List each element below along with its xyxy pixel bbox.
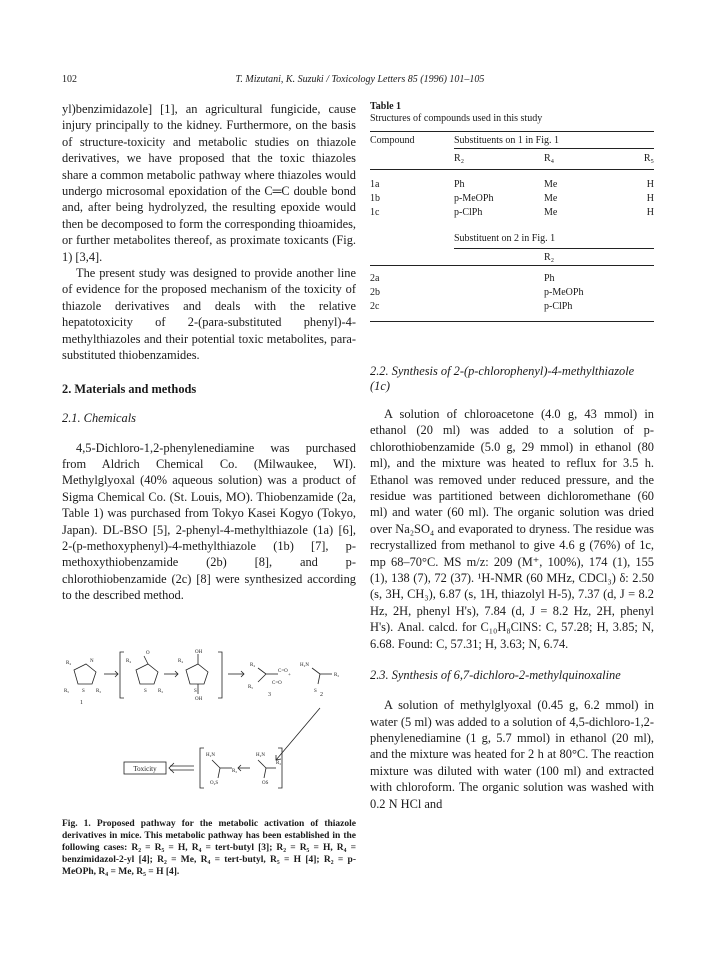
- svg-text:O₂S: O₂S: [210, 781, 219, 786]
- cell-compound: 1a: [370, 179, 380, 190]
- table-compounds: [370, 131, 654, 322]
- cell-r2: p-ClPh: [454, 207, 483, 218]
- svg-text:S: S: [82, 689, 85, 694]
- cell-r5: H: [646, 193, 654, 204]
- table-caption: Structures of compounds used in this study: [370, 113, 543, 124]
- col-header-compound: Compound: [370, 135, 415, 146]
- paragraph-chemicals: 4,5-Dichloro-1,2-phenylenediamine was purchased from Aldrich Chemical Co. (Milwaukee, WI). Methylglyoxal (40% aqueous solution) was a product of Sigma Chemical Co. (St. Louis, MO). Thiobenzamide (2a, Table 1) was purchased from Tokyo Kasei Kogyo (Tokyo, Japan). DL-BSO [5], 2-phenyl-4-methylthiazole (1a) [6], 2-(p-methoxyphenyl)-4-methylthiazole (1b) [7], p-methoxythiobenzamide (2b) [8], and p-chlorothiobenzamide (2c) [8] were synthesized according to the described method.: [62, 440, 356, 603]
- svg-text:R₄: R₄: [250, 663, 256, 668]
- svg-text:S: S: [194, 689, 197, 694]
- subsection-heading-quinoxaline: 2.3. Synthesis of 6,7-dichloro-2-methylquinoxaline: [370, 668, 621, 683]
- col-header-r4: R₄: [544, 153, 555, 164]
- svg-text:R₄: R₄: [66, 661, 72, 666]
- paragraph-quinoxaline: A solution of methylglyoxal (0.45 g, 6.2 mmol) in water (5 ml) was added to a solution of 4,5-dichloro-1,2-phenylenediamine (1 g, 5.7 mmol) in ethanol (20 ml), and the mixture was heated for 2 h at 80°C. The reaction mixture was diluted with water (100 ml) and extracted with chloroform. The organic solution was washed with 0.2 N HCl and: [370, 698, 654, 811]
- table-row: [370, 178, 654, 192]
- svg-text:H₂N: H₂N: [256, 753, 265, 758]
- cell-compound: 1c: [370, 207, 380, 218]
- svg-text:C=O: C=O: [278, 669, 288, 674]
- page-number: 102: [62, 74, 77, 85]
- table-row: [370, 300, 654, 322]
- cell-compound: 1b: [370, 193, 380, 204]
- thiazole-ring: [74, 664, 96, 684]
- left-column: [62, 101, 356, 604]
- svg-text:C=O: C=O: [272, 681, 282, 686]
- subsection-heading-chemicals: 2.1. Chemicals: [62, 410, 136, 425]
- right-column: [370, 101, 654, 812]
- col-header-substituent-2: Substituent on 2 in Fig. 1: [454, 232, 654, 249]
- svg-text:OS: OS: [262, 781, 269, 786]
- svg-text:H₂N: H₂N: [300, 663, 309, 668]
- cell-compound: 2b: [370, 287, 380, 298]
- section-heading-materials-methods: 2. Materials and methods: [62, 381, 197, 396]
- cell-r5: H: [646, 179, 654, 190]
- svg-text:R₂: R₂: [96, 689, 102, 694]
- svg-text:S: S: [314, 689, 317, 694]
- cell-r2: Ph: [454, 179, 465, 190]
- table-row: [370, 272, 654, 286]
- toxicity-label: Toxicity: [133, 765, 157, 773]
- cell-compound: 2a: [370, 273, 380, 284]
- svg-text:R₂: R₂: [158, 689, 164, 694]
- col-header-r2-second: R₂: [544, 252, 555, 263]
- cell-r2: Ph: [544, 273, 555, 284]
- col-header-r2: R₂: [454, 153, 465, 164]
- svg-text:OH: OH: [195, 650, 203, 655]
- cell-r4: Me: [544, 193, 558, 204]
- svg-text:R₂: R₂: [334, 673, 340, 678]
- table-row: [370, 286, 654, 300]
- figure-1-caption: Fig. 1. Proposed pathway for the metabolic activation of thiazole derivatives in mice. This metabolic pathway has been established in the following cases: R₂ = R₅ = H, R₄ = tert-butyl [3]; R₂ = R₅ = H, R₄ = benzimidazol-2-yl [4]; R₂ = Me, R₄ = tert-butyl, R₅ = H [4]; R₂ = p-MeOPh, R₄ = Me, R₅ = H [4].: [62, 819, 356, 877]
- svg-text:+: +: [288, 673, 291, 678]
- pathway-diagram: [62, 648, 356, 808]
- cell-r2: p-MeOPh: [544, 287, 584, 298]
- running-title: T. Mizutani, K. Suzuki / Toxicology Letters 85 (1996) 101–105: [235, 74, 485, 85]
- svg-text:H₂N: H₂N: [206, 753, 215, 758]
- subsection-heading-synthesis-1c: 2.2. Synthesis of 2-(p-chlorophenyl)-4-methylthiazole (1c): [370, 364, 635, 393]
- table-row: [370, 192, 654, 206]
- label-compound-1: 1: [80, 700, 83, 706]
- svg-text:S: S: [144, 689, 147, 694]
- figure-1-pathway: [62, 648, 356, 808]
- svg-text:R₂: R₂: [276, 761, 282, 766]
- paragraph-intro-continued: yl)benzimidazole] [1], an agricultural fungicide, cause injury principally to the kidney. Furthermore, on the basis of structure-toxicity and metabolic studies on thiazole derivatives, we have proposed that the toxic thiazoles share a common metabolic pathway where thiazoles would undergo microsomal epoxidation of the C═C double bond and, after being hydrolyzed, the resulting epoxide would then be decomposed to form the corresponding thioamides, or further metabolites thereof, as proximate toxicants (Fig. 1) [3,4].: [62, 102, 356, 264]
- svg-text:R₄: R₄: [126, 659, 132, 664]
- table-row: [370, 206, 654, 220]
- col-header-substituents-1: Substituents on 1 in Fig. 1: [454, 132, 654, 149]
- cell-r2: p-ClPh: [544, 301, 573, 312]
- svg-text:N: N: [90, 659, 94, 664]
- svg-text:R₅: R₅: [248, 685, 254, 690]
- label-compound-3: 3: [268, 692, 271, 698]
- cell-r4: Me: [544, 207, 558, 218]
- label-compound-2: 2: [320, 692, 323, 698]
- svg-text:O: O: [146, 651, 150, 656]
- col-header-r5: R₅: [643, 153, 654, 164]
- svg-text:R₂: R₂: [232, 769, 238, 774]
- svg-text:OH: OH: [195, 697, 203, 702]
- svg-text:R₅: R₅: [64, 689, 70, 694]
- table-title: Table 1: [370, 101, 402, 112]
- cell-r2: p-MeOPh: [454, 193, 494, 204]
- paragraph-synthesis-1c: A solution of chloroacetone (4.0 g, 43 mmol) in ethanol (20 ml) was added to a solution of p-chlorothiobenzamide (5.0 g, 29 mmol) in ethanol (80 ml), and the mixture was heated to reflux for 3.5 h. Ethanol was removed under reduced pressure, and the residue was partitioned between dichloromethane (60 ml) and water (60 ml). The organic solution was dried over Na₂SO₄ and evaporated to dryness. The residue was recrystallized from methanol to give 4.6 g (76%) of 1c, mp 68–70°C. MS m/z: 209 (M⁺, 100%), 174 (1), 155 (1), 138 (7), 72 (37). ¹H-NMR (60 MHz, CDCl₃) δ: 2.50 (s, 3H, CH₃), 6.87 (s, 1H, thiazolyl H-5), 7.37 (d, J = 8.2 Hz, 2H, phenyl H's), 7.84 (d, J = 8.2 Hz, 2H, phenyl H's). Anal. calcd. for C₁₀H₈ClNS: C, 57.28; H, 3.85; N, 6.68. Found: C, 57.31; H, 3.63; N, 6.74.: [370, 407, 654, 651]
- paragraph-present-study: The present study was designed to provide another line of evidence for the proposed mechanism of the toxicity of thiazole derivatives and deals with the relative hepatotoxicity of 2-(para-substituted phenyl)-4-methylthiazoles and their potential toxic metabolites, para-substituted thiobenzamides.: [62, 266, 356, 363]
- cell-r5: H: [646, 207, 654, 218]
- cell-r4: Me: [544, 179, 558, 190]
- svg-text:R₄: R₄: [178, 659, 184, 664]
- cell-compound: 2c: [370, 301, 380, 312]
